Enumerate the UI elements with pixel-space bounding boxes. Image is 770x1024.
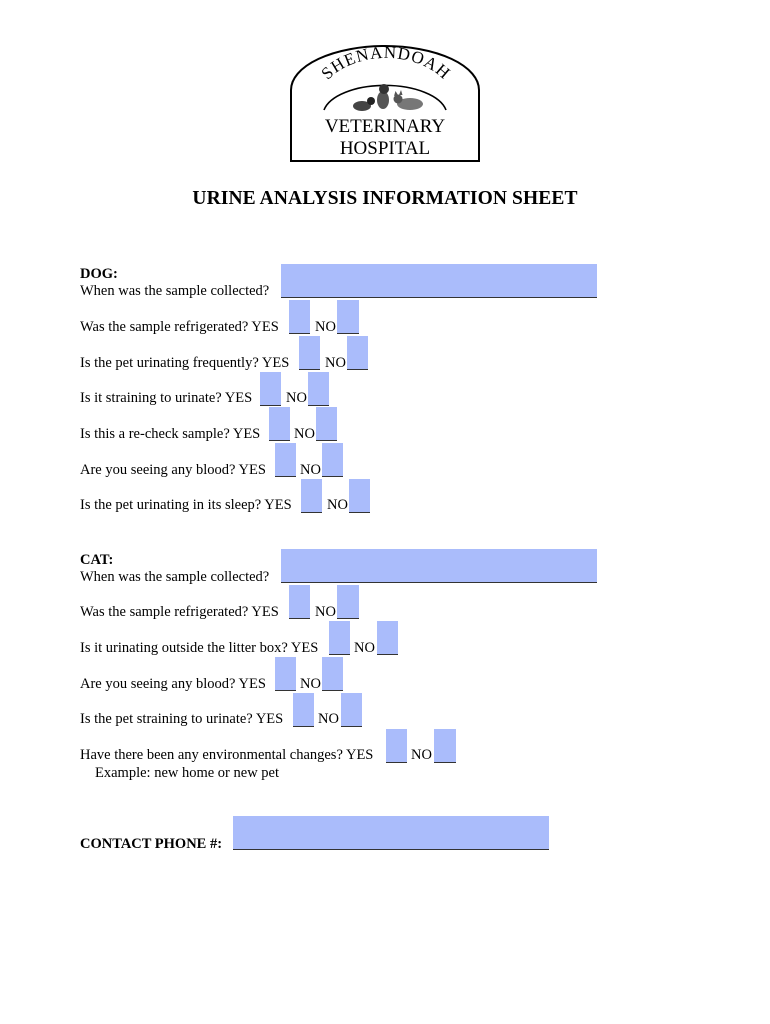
dog-q2-yes-field[interactable]	[299, 336, 320, 369]
dog-q6-no-underline	[349, 512, 370, 513]
dog-q1-label: Was the sample refrigerated? YES	[80, 319, 279, 335]
dog-q4-yes-field[interactable]	[269, 407, 290, 440]
dog-q4-no-field[interactable]	[316, 407, 337, 440]
contact-phone-underline	[233, 849, 549, 850]
dog-q2-label: Is the pet urinating frequently? YES	[80, 355, 290, 371]
cat-q3-no-underline	[322, 690, 343, 691]
cat-collected-label: When was the sample collected?	[80, 569, 270, 585]
dog-heading: DOG:	[80, 266, 118, 282]
dog-q1-yes-field[interactable]	[289, 300, 310, 333]
dog-collected-field[interactable]	[281, 264, 597, 297]
dog-q2-no-underline	[347, 369, 368, 370]
dog-q4-no-underline	[316, 440, 337, 441]
cat-collected-field[interactable]	[281, 549, 597, 582]
dog-q2-no-label: NO	[325, 355, 346, 371]
dog-q3-no-label: NO	[286, 390, 307, 406]
cat-q2-no-underline	[377, 654, 398, 655]
dog-q6-no-field[interactable]	[349, 479, 370, 512]
dog-q2-yes-underline	[299, 369, 320, 370]
cat-example-note: Example: new home or new pet	[95, 765, 280, 781]
logo-line2: HOSPITAL	[339, 138, 431, 159]
cat-q3-no-field[interactable]	[322, 657, 343, 690]
dog-q1-no-underline	[337, 333, 359, 334]
cat-q3-label: Are you seeing any blood? YES	[80, 676, 266, 692]
dog-q3-label: Is it straining to urinate? YES	[80, 390, 253, 406]
cat-q5-yes-field[interactable]	[386, 729, 407, 762]
logo-emblem	[288, 44, 482, 164]
hospital-logo	[288, 44, 482, 164]
dog-q3-yes-field[interactable]	[260, 372, 281, 405]
dog-q5-no-label: NO	[300, 462, 321, 478]
cat-q2-no-field[interactable]	[377, 621, 398, 654]
cat-q1-no-underline	[337, 618, 359, 619]
cat-q4-yes-underline	[293, 726, 314, 727]
contact-phone-field[interactable]	[233, 816, 549, 849]
cat-q2-yes-field[interactable]	[329, 621, 350, 654]
cat-q2-yes-underline	[329, 654, 350, 655]
dog-q6-yes-underline	[301, 512, 322, 513]
cat-q5-no-field[interactable]	[434, 729, 456, 762]
dog-q6-no-label: NO	[327, 497, 348, 513]
cat-q2-no-label: NO	[354, 640, 375, 656]
cat-heading: CAT:	[80, 552, 114, 568]
cat-q1-no-label: NO	[315, 604, 336, 620]
cat-q4-no-underline	[341, 726, 362, 727]
dog-q1-no-field[interactable]	[337, 300, 359, 333]
dog-collected-label: When was the sample collected?	[80, 283, 270, 299]
dog-q1-no-label: NO	[315, 319, 336, 335]
cat-q1-yes-field[interactable]	[289, 585, 310, 618]
cat-q5-label: Have there been any environmental changes? YES	[80, 747, 374, 763]
dog-collected-underline	[281, 297, 597, 298]
dog-q1-yes-underline	[289, 333, 310, 334]
cat-q2-label: Is it urinating outside the litter box? YES	[80, 640, 319, 656]
logo-line1: VETERINARY	[324, 116, 446, 137]
page-title: URINE ANALYSIS INFORMATION SHEET	[192, 188, 578, 209]
dog-q3-no-underline	[308, 405, 329, 406]
cat-q5-no-underline	[434, 762, 456, 763]
cat-q3-no-label: NO	[300, 676, 321, 692]
contact-phone-label: CONTACT PHONE #:	[80, 836, 223, 852]
dog-q5-yes-field[interactable]	[275, 443, 296, 476]
cat-q1-label: Was the sample refrigerated? YES	[80, 604, 279, 620]
dog-q3-yes-underline	[260, 405, 281, 406]
cat-q4-yes-field[interactable]	[293, 693, 314, 726]
dog-q6-yes-field[interactable]	[301, 479, 322, 512]
cat-q3-yes-underline	[275, 690, 296, 691]
dog-q2-no-field[interactable]	[347, 336, 368, 369]
cat-q4-no-field[interactable]	[341, 693, 362, 726]
dog-q5-no-field[interactable]	[322, 443, 343, 476]
cat-q3-yes-field[interactable]	[275, 657, 296, 690]
dog-q5-no-underline	[322, 476, 343, 477]
dog-q6-label: Is the pet urinating in its sleep? YES	[80, 497, 292, 513]
dog-q4-label: Is this a re-check sample? YES	[80, 426, 261, 442]
logo-arc-text: SHENANDOAH	[317, 44, 455, 84]
cat-q4-no-label: NO	[318, 711, 339, 727]
dog-q5-yes-underline	[275, 476, 296, 477]
cat-collected-underline	[281, 582, 597, 583]
cat-q1-yes-underline	[289, 618, 310, 619]
svg-text:SHENANDOAH	[317, 44, 454, 83]
cat-q5-no-label: NO	[411, 747, 432, 763]
cat-q5-yes-underline	[386, 762, 407, 763]
cat-q4-label: Is the pet straining to urinate? YES	[80, 711, 284, 727]
dog-q4-no-label: NO	[294, 426, 315, 442]
dog-q5-label: Are you seeing any blood? YES	[80, 462, 266, 478]
dog-q4-yes-underline	[269, 440, 290, 441]
dog-q3-no-field[interactable]	[308, 372, 329, 405]
cat-q1-no-field[interactable]	[337, 585, 359, 618]
